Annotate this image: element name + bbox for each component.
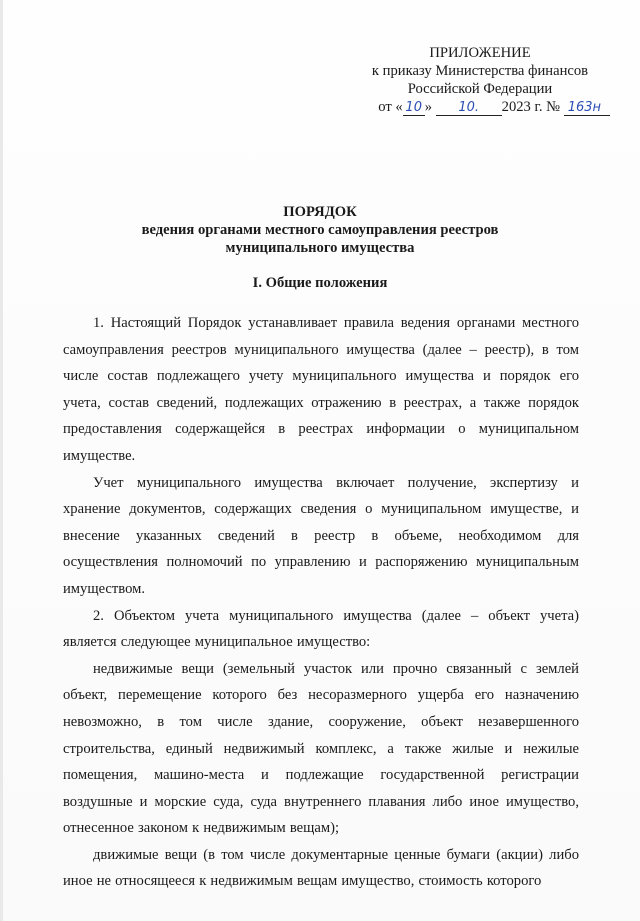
appendix-ministry: Российской Федерации <box>407 81 553 97</box>
scan-edge <box>0 0 3 921</box>
handwritten-day: 10 <box>403 101 425 116</box>
handwritten-month: 10. <box>436 101 502 116</box>
document-title: ПОРЯДОК <box>283 204 357 220</box>
date-prefix: от « <box>378 99 403 115</box>
appendix-order-ref: к приказу Министерства финансов <box>371 63 589 79</box>
document-body <box>63 310 579 895</box>
paragraph: движимые вещи (в том числе документарные ценные бумаги (акции) либо иное не относящееся к недвижимым вещам имущество, стоимость которого <box>63 846 579 890</box>
date-year: 2023 г. № <box>501 99 561 115</box>
section-heading: I. Общие положения <box>252 275 388 291</box>
paragraph: 1. Настоящий Порядок устанавливает правила ведения органами местного самоуправления реестров муниципального имущества (далее – реестр), в том числе состав подлежащего учету муниципального имущества и порядок его учета, состав сведений, подлежащих отражению в реестрах, а также порядок предоставления содержащейся в реестрах информации о муниципальном имуществе. <box>63 315 579 464</box>
document-title-block <box>60 203 580 257</box>
document-subtitle-line2: муниципального имущества <box>225 240 415 256</box>
appendix-title: ПРИЛОЖЕНИЕ <box>429 45 531 61</box>
handwritten-order-number: 163н <box>564 101 610 116</box>
paragraph: Учет муниципального имущества включает получение, экспертизу и хранение документов, содержащих сведения о муниципальном имуществе, и внесение указанных сведений в реестр в объеме, необходимом для осуществления полномочий по управлению и распоряжению муниципальным имуществом. <box>63 474 579 597</box>
appendix-header <box>330 44 630 116</box>
appendix-date-line <box>330 98 630 116</box>
paragraph: 2. Объектом учета муниципального имущества (далее – объект учета) является следующее муниципальное имущество: <box>63 607 579 651</box>
date-mid: » <box>424 99 432 115</box>
document-subtitle-line1: ведения органами местного самоуправления реестров <box>141 222 499 238</box>
paragraph: недвижимые вещи (земельный участок или прочно связанный с землей объект, перемещение которого без несоразмерного ущерба его назначению невозможно, в том числе здание, сооружение, объект незавершенного строительства, единый недвижимый комплекс, а также жилые и нежилые помещения, машино-места и подлежащие государственной регистрации воздушные и морские суда, суда внутреннего плавания либо иное имущество, отнесенное законом к недвижимым вещам); <box>63 660 579 837</box>
